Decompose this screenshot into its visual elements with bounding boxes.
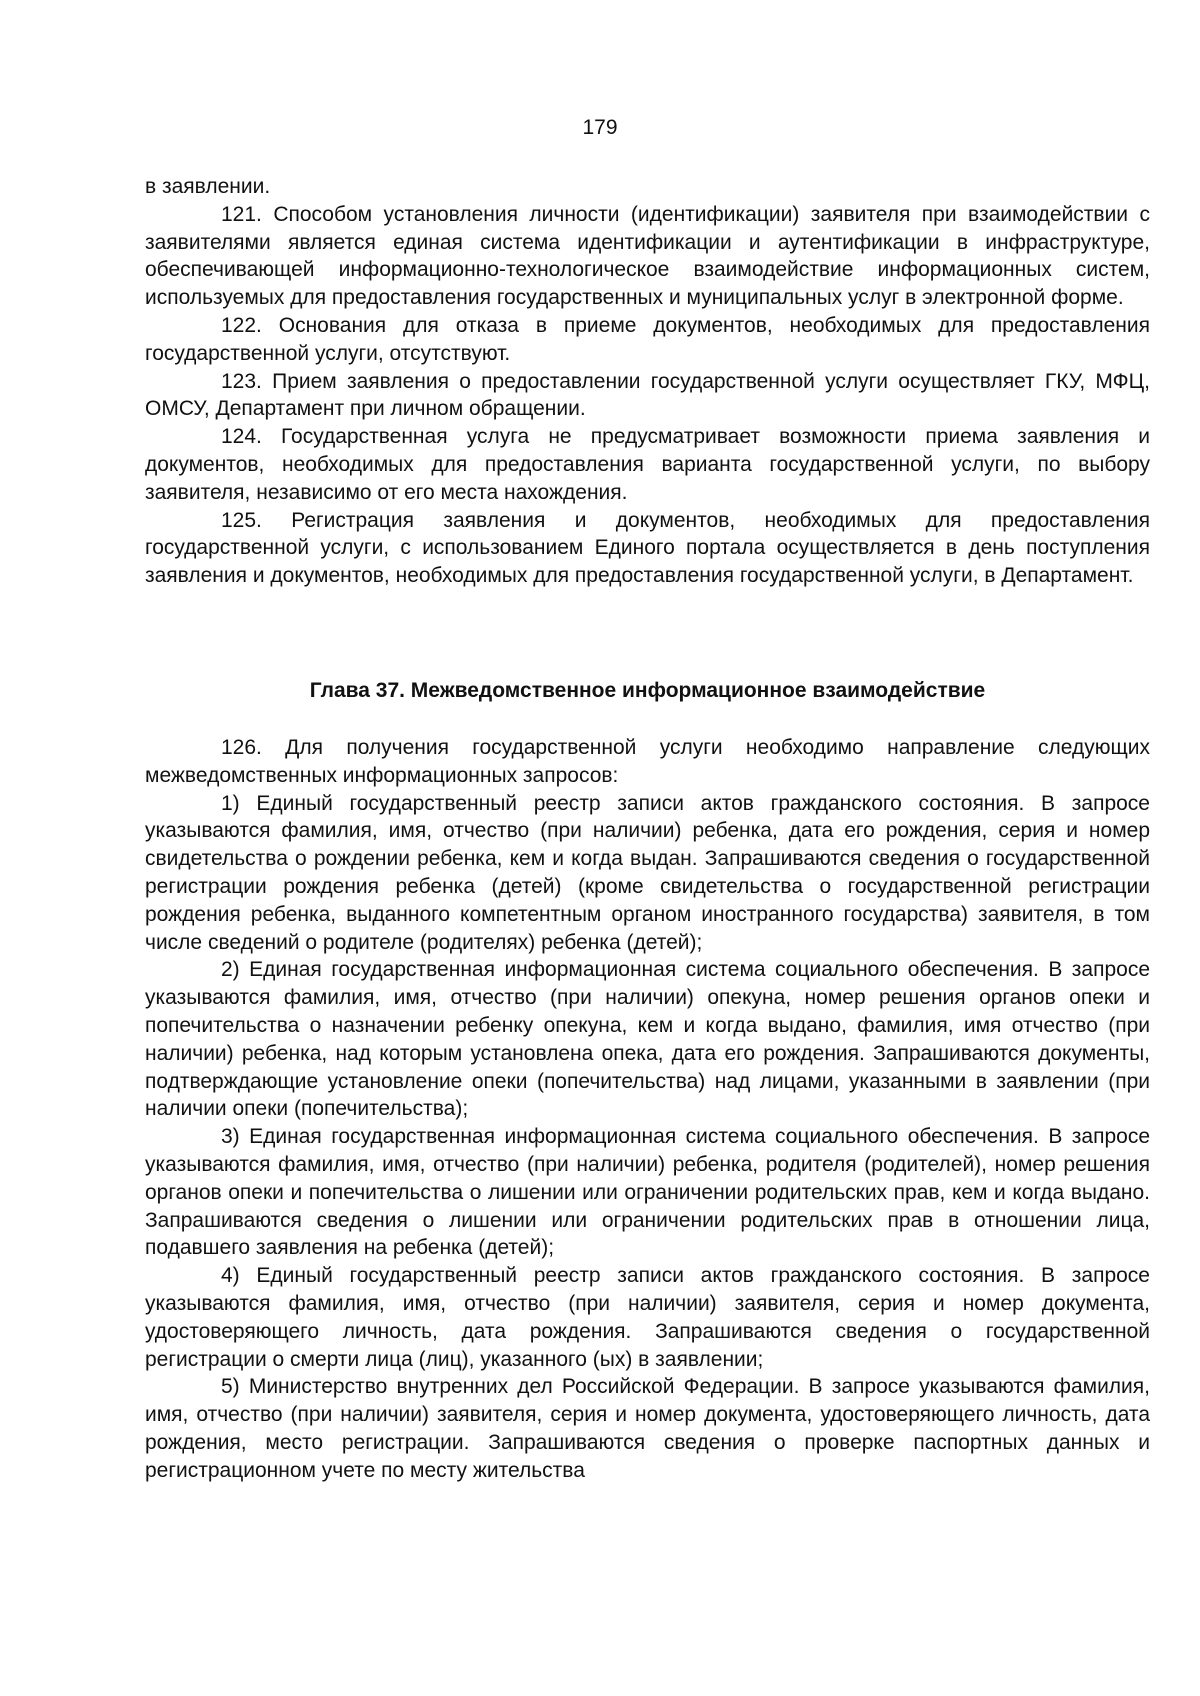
paragraph-121: 121. Способом установления личности (идентификации) заявителя при взаимодействии с заявителями является единая система идентификации и аутентификации в инфраструктуре, обеспечивающей информационно-технологическое взаимодействие информационных систем, используемых для предоставления государственных и муниципальных услуг в электронной форме.	[145, 202, 1150, 310]
list-item-4: 4) Единый государственный реестр записи актов гражданского состояния. В запросе указываются фамилия, имя, отчество (при наличии) заявителя, серия и номер документа, удостоверяющего личность, дата рождения. Запрашиваются сведения о государственной регистрации о смерти лица (лиц), указанного (ых) в заявлении;	[145, 1264, 1150, 1371]
paragraph-125: 125. Регистрация заявления и документов, необходимых для предоставления государственной услуги, с использованием Единого портала осуществляется в день поступления заявления и документов, необходимых для предоставления государственной услуги, в Департамент.	[145, 508, 1150, 588]
list-item-3: 3) Единая государственная информационная система социального обеспечения. В запросе указываются фамилия, имя, отчество (при наличии) ребенка, родителя (родителей), номер решения органов опеки и попечительства о лишении или ограничении родительских прав, кем и когда выдано. Запрашиваются сведения о лишении или ограничении родительских прав в отношении лица, подавшего заявления на ребенка (детей);	[145, 1125, 1150, 1260]
list-item-5: 5) Министерство внутренних дел Российской Федерации. В запросе указываются фамилия, имя, отчество (при наличии) заявителя, серия и номер документа, удостоверяющего личность, дата рождения, место регистрации. Запрашиваются сведения о проверке паспортных данных и регистрационном учете по месту жительства	[145, 1375, 1150, 1482]
paragraph-122: 122. Основания для отказа в приеме документов, необходимых для предоставления государственной услуги, отсутствуют.	[145, 313, 1150, 365]
page-number: 179	[582, 116, 618, 139]
paragraph-continuation: в заявлении.	[145, 175, 271, 198]
list-item-2: 2) Единая государственная информационная система социального обеспечения. В запросе указываются фамилия, имя, отчество (при наличии) опекуна, номер решения органов опеки и попечительства о назначении ребенку опекуна, кем и когда выдано, фамилия, имя отчество (при наличии) ребенка, над которым установлена опека, дата его рождения. Запрашиваются документы, подтверждающие установление опеки (попечительства) над лицами, указанными в заявлении (при наличии опеки (попечительства);	[145, 958, 1150, 1121]
paragraph-126: 126. Для получения государственной услуги необходимо направление следующих межведомственных информационных запросов:	[145, 736, 1150, 787]
list-item-1: 1) Единый государственный реестр записи актов гражданского состояния. В запросе указываются фамилия, имя, отчество (при наличии) ребенка, дата его рождения, серия и номер свидетельства о рождении ребенка, кем и когда выдан. Запрашиваются сведения о государственной регистрации рождения ребенка (детей) (кроме свидетельства о государственной регистрации рождения ребенка, выданного компетентным органом иностранного государства) заявителя, в том числе сведений о родителе (родителях) ребенка (детей);	[145, 791, 1150, 954]
paragraph-123: 123. Прием заявления о предоставлении государственной услуги осуществляет ГКУ, МФЦ, ОМСУ, Департамент при личном обращении.	[145, 369, 1150, 421]
section-top	[145, 173, 1150, 590]
chapter-heading: Глава 37. Межведомственное информационное взаимодействие	[309, 679, 986, 702]
section-bottom	[145, 734, 1150, 1485]
paragraph-124: 124. Государственная услуга не предусматривает возможности приема заявления и документов, необходимых для предоставления варианта государственной услуги, по выбору заявителя, независимо от его места нахождения.	[145, 425, 1150, 504]
